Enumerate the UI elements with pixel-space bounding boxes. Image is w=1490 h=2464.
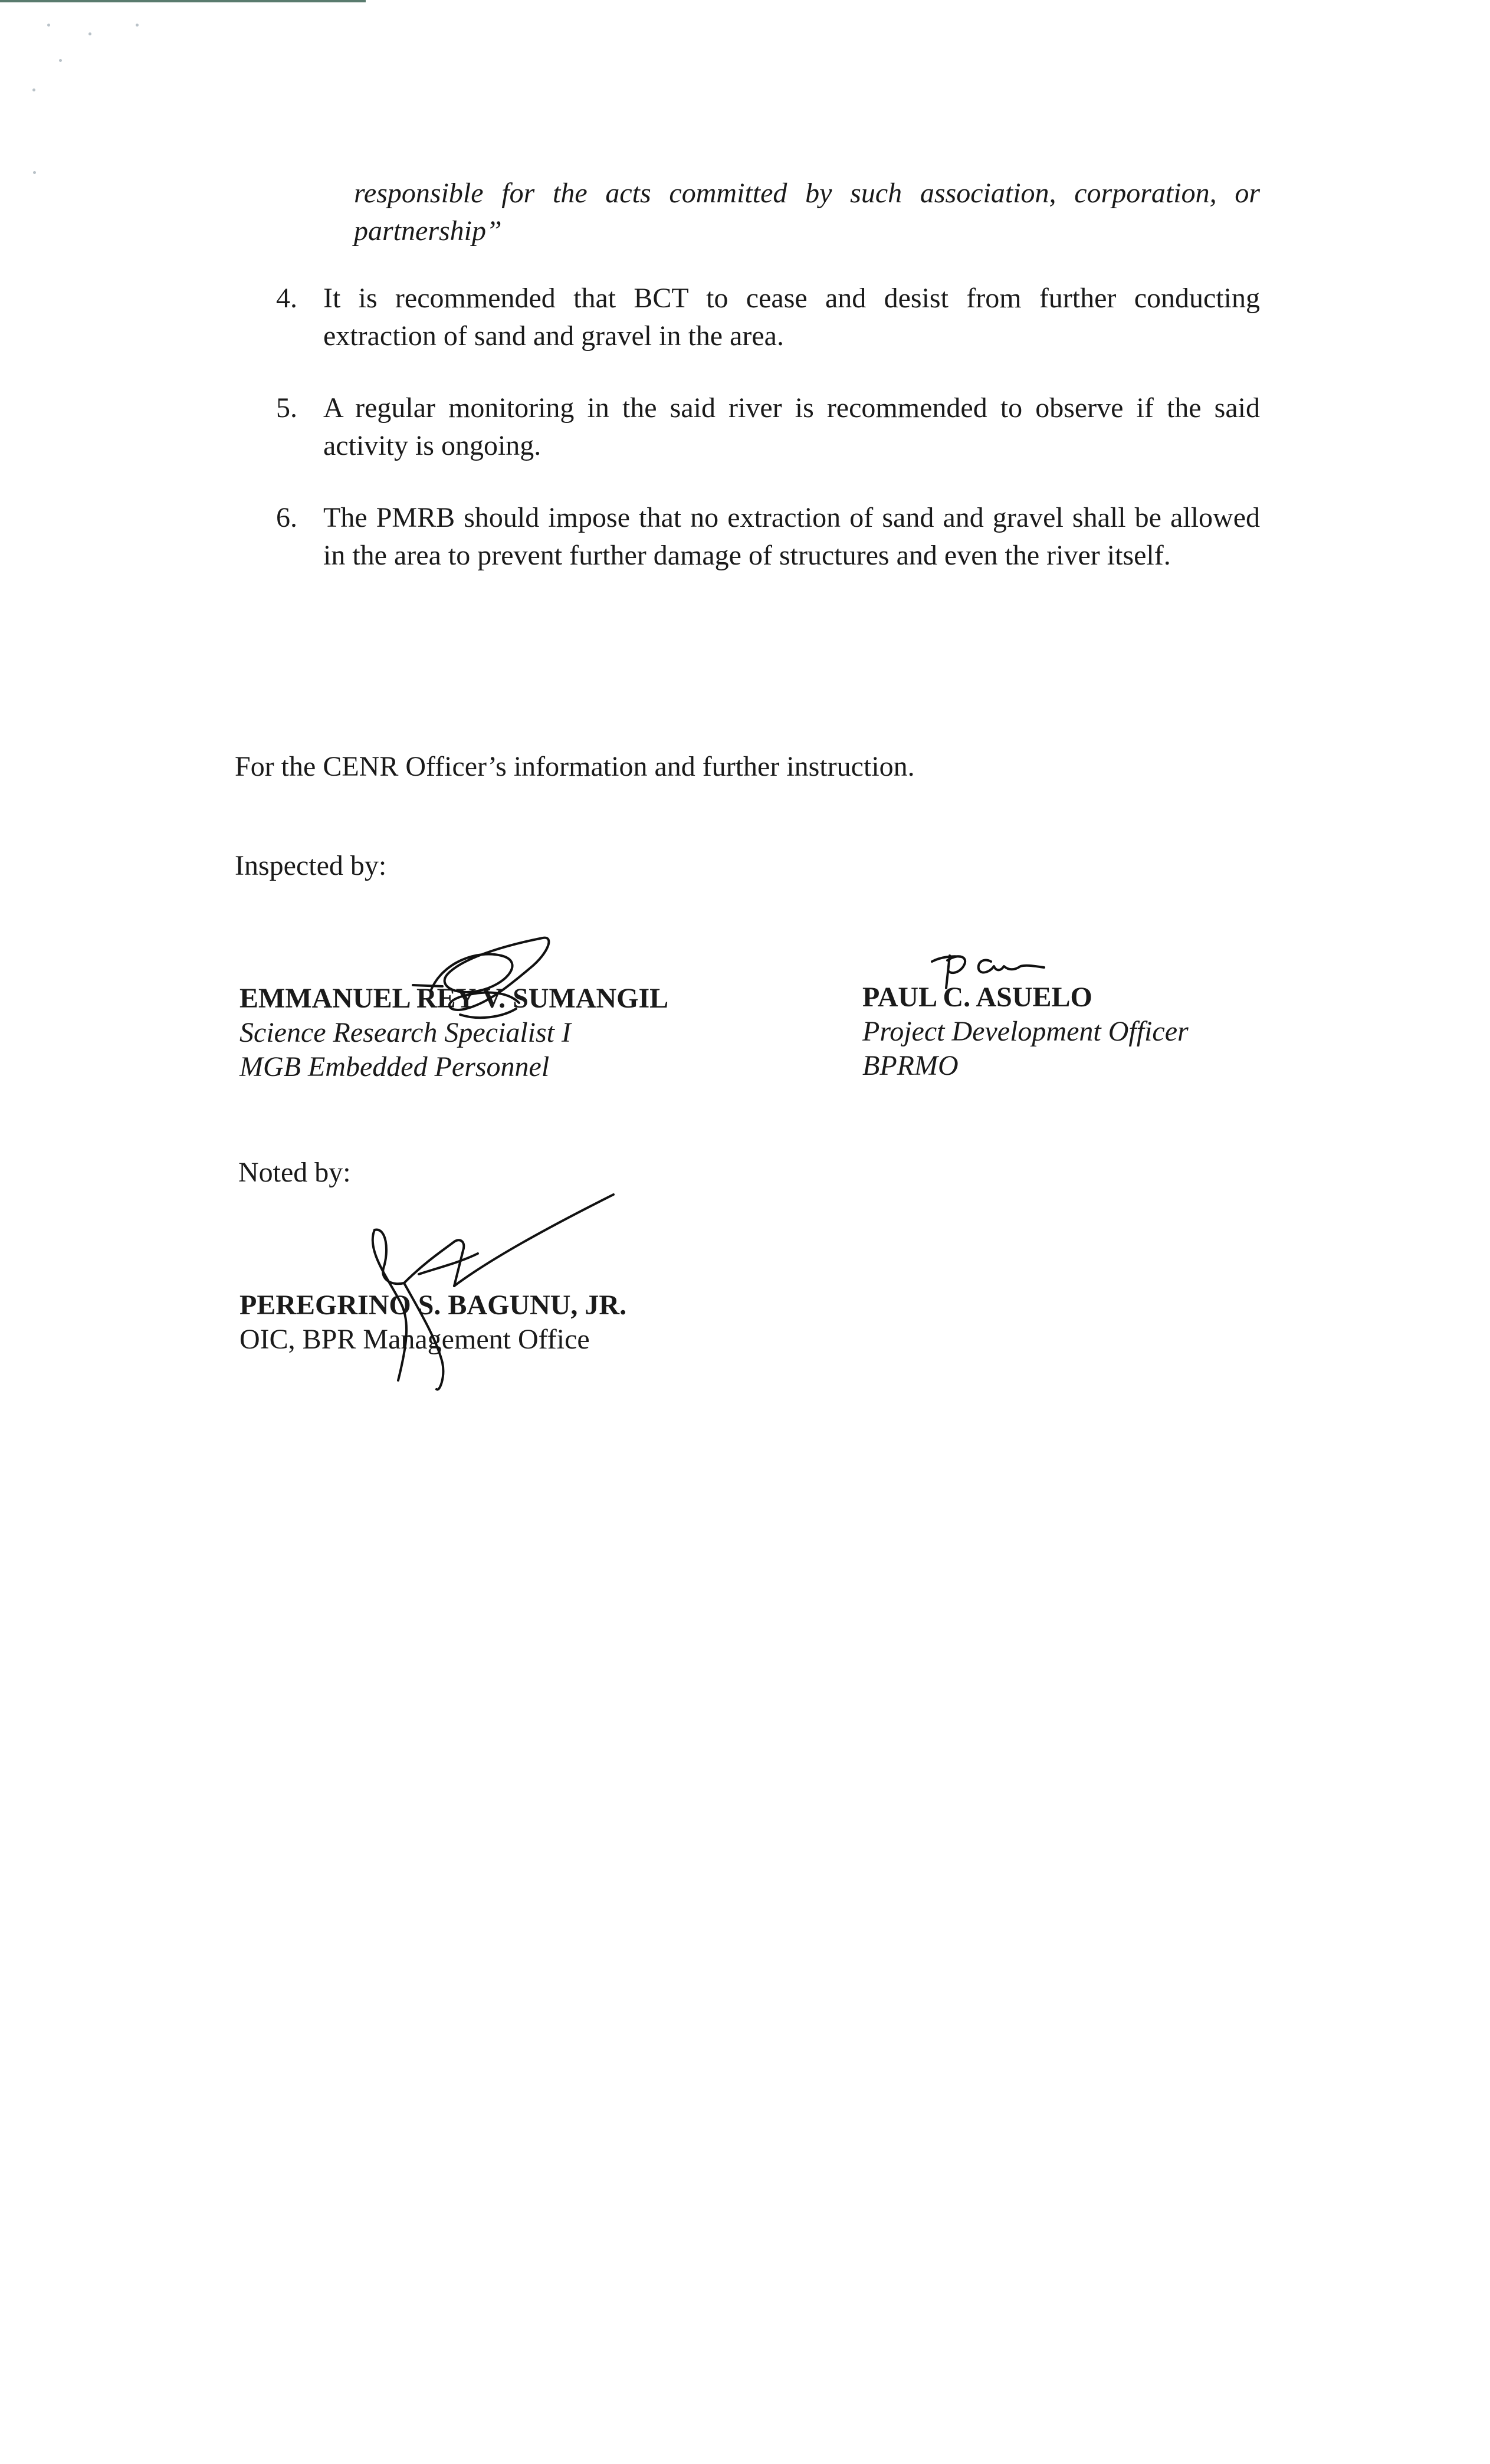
list-item-number: 5. — [276, 392, 297, 424]
signatory-title: Project Development Officer — [862, 1016, 1189, 1047]
inspected-by-label: Inspected by: — [235, 850, 387, 881]
scan-speck — [47, 24, 50, 27]
scan-speck — [32, 88, 35, 91]
signatory-office: MGB Embedded Personnel — [239, 1051, 550, 1082]
signatory-noted — [239, 1288, 626, 1357]
scan-speck — [88, 32, 91, 35]
signatory-name: PAUL C. ASUELO — [862, 982, 1092, 1013]
scan-speck — [33, 171, 36, 174]
list-item-text: The PMRB should impose that no extraction of sand and gravel shall be allowed in the area to prevent further damage of structures and even the river itself. — [323, 502, 1260, 571]
list-item-number: 6. — [276, 502, 297, 533]
signatory-name: EMMANUEL REY V. SUMANGIL — [239, 983, 669, 1014]
scan-speck — [136, 24, 139, 27]
list-item-number: 4. — [276, 283, 297, 314]
closing-statement: For the CENR Officer’s information and further instruction. — [235, 751, 915, 782]
signatory-inspector-1 — [239, 982, 668, 1084]
signatory-name: PEREGRINO S. BAGUNU, JR. — [239, 1290, 627, 1321]
list-item-text: It is recommended that BCT to cease and desist from further conducting extraction of sand and gravel in the area. — [323, 283, 1260, 352]
signatory-office: BPRMO — [862, 1050, 959, 1081]
noted-by-label: Noted by: — [238, 1157, 351, 1188]
list-item-text: A regular monitoring in the said river is recommended to observe if the said activity is ongoing. — [323, 392, 1260, 461]
signatory-title: OIC, BPR Management Office — [239, 1324, 590, 1355]
signatory-title: Science Research Specialist I — [239, 1017, 571, 1048]
signatory-inspector-2 — [862, 980, 1189, 1083]
quote-continuation: responsible for the acts committed by such association, corporation, or partnership” — [354, 178, 1260, 247]
scan-speck — [59, 59, 62, 62]
